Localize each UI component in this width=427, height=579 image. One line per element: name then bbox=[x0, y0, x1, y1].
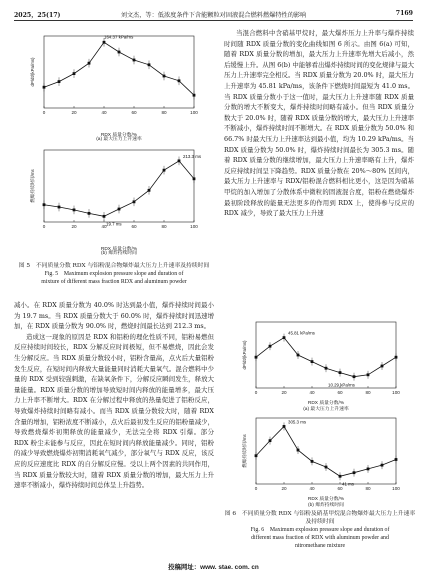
x-tick-label: 60 bbox=[337, 486, 343, 491]
data-point bbox=[269, 439, 272, 442]
x-axis-label: RDX 质量分数/% bbox=[307, 401, 345, 406]
data-point bbox=[178, 159, 181, 162]
chart-fig5b bbox=[29, 150, 202, 256]
data-point bbox=[88, 62, 91, 65]
figure-5-caption-cn: 图 5 不同质量分数 RDX 与铝粉混合物爆炸最大压力上升速率及持续时间 bbox=[18, 263, 210, 269]
data-annotation: 164.37 kPa/ms bbox=[104, 34, 134, 40]
data-point bbox=[283, 336, 286, 339]
data-point bbox=[367, 468, 370, 471]
data-point bbox=[193, 94, 196, 97]
page-number: 7169 bbox=[395, 10, 413, 17]
figure-6 bbox=[226, 318, 416, 508]
chart-fig6a bbox=[242, 322, 400, 412]
x-tick-label: 20 bbox=[281, 390, 287, 395]
figure-5 bbox=[14, 30, 214, 256]
data-point bbox=[43, 86, 46, 89]
chart-fig6b bbox=[241, 418, 400, 508]
data-point bbox=[163, 169, 166, 172]
x-tick-label: 40 bbox=[309, 390, 315, 395]
data-point bbox=[255, 356, 258, 359]
plot-frame bbox=[44, 36, 194, 108]
panel-label: (b) 爆炸持续时间 bbox=[101, 251, 137, 256]
data-point bbox=[148, 189, 151, 192]
x-tick-label: 20 bbox=[281, 486, 287, 491]
x-tick-label: 80 bbox=[161, 224, 167, 229]
data-point bbox=[311, 460, 314, 463]
y-axis-label: dP/dt/(kPa/ms) bbox=[30, 57, 35, 87]
data-annotation: 19.7 ms bbox=[106, 221, 122, 227]
x-tick-label: 0 bbox=[42, 224, 46, 229]
panel-label: (a) 最大压力上升速率 bbox=[96, 137, 142, 142]
x-tick-label: 80 bbox=[365, 486, 371, 491]
data-point bbox=[325, 466, 328, 469]
data-annotation: 10.29 kPa/ms bbox=[328, 382, 355, 388]
x-axis-label: RDX 质量分数/% bbox=[100, 247, 138, 252]
figure-6-charts bbox=[226, 318, 416, 508]
data-point bbox=[193, 177, 196, 180]
right-column bbox=[224, 28, 414, 219]
data-point bbox=[395, 356, 398, 359]
paragraph: 减小。在 RDX 质量分数为 40.0% 时达到最小值，爆炸持续时间最小为 19.7 ms。当 RDX 质量分数大于 60.0% 时，爆炸持续时间迅速增加，在 RDX 质量分数为 90.0% 时，燃烧时间最长达到 212.3 ms。 bbox=[14, 301, 214, 331]
panel-label: (b) 爆炸持续时间 bbox=[308, 503, 344, 508]
data-point bbox=[297, 354, 300, 357]
x-tick-label: 60 bbox=[337, 390, 343, 395]
page-footer: 投稿网址：www. stae. com. cn bbox=[168, 564, 259, 571]
y-axis-label: dP/dt/(kPa/ms) bbox=[242, 340, 247, 370]
data-point bbox=[283, 425, 286, 428]
data-point bbox=[311, 360, 314, 363]
x-tick-label: 0 bbox=[254, 390, 258, 395]
x-tick-label: 100 bbox=[190, 224, 198, 229]
data-point bbox=[163, 75, 166, 78]
data-point bbox=[339, 475, 342, 478]
x-tick-label: 40 bbox=[309, 486, 315, 491]
x-tick-label: 100 bbox=[392, 390, 400, 395]
data-point bbox=[118, 51, 121, 54]
data-annotation: 45.81 kPa/ms bbox=[288, 330, 315, 336]
x-tick-label: 0 bbox=[42, 110, 46, 115]
data-point bbox=[43, 203, 46, 206]
running-title: 刘文杰，等：低浓度条件下含能颗粒对固液混合燃料燃爆特性的影响 bbox=[120, 12, 307, 19]
figure-6-caption-en-2: different mass fraction of RDX with aluminum powder and bbox=[251, 535, 389, 541]
x-tick-label: 80 bbox=[365, 390, 371, 395]
x-tick-label: 80 bbox=[161, 110, 167, 115]
data-point bbox=[367, 373, 370, 376]
data-point bbox=[353, 471, 356, 474]
figure-6-caption bbox=[224, 510, 416, 550]
paragraph: 当混合燃料中含硝基甲烷时，最大爆炸压力上升率与爆炸持续时间随 RDX 质量分数的变化曲线如图 6 所示。由图 6(a) 可知，随着 RDX 质量分数的增加，最大压力上升速率先增大后减小，然后缓慢上升。从图 6(b) 中能够看出爆炸持续时间的变化规律与最大压力上升速率完全相反。当 RDX 质量分数为 20.0% 时，最大压力上升速率为 45.81 kPa/ms，该条件下燃烧时间最短为 41.0 ms。当 RDX 质量分数小于这一值时，最大压力上升速率随 RDX 质量分数的增大不断变大，爆炸持续时间略有减小。但当 RDX 质量分数大于 20.0% 时，随着 RDX 质量分数的增大，最大压力上升速率不断减小，爆炸持续时间不断增大。在 RDX 质量分数为 50.0% 和 66.7% 时最大压力上升速率达到最小值，均为 10.29 kPa/ms。当 RDX 质量分数为 50.0% 时，爆炸持续时间最长为 305.3 ms。随着 RDX 质量分数的继续增加，最大压力上升速率略有上升，爆炸反应持续时间呈下降趋势。RDX 质量分数在 20%～80% 区间内，最大压力上升速率与 RDX/铝粉混合燃料相比更小，这是因为硝基甲烷的加入增加了分散体系中微粒的固液混合度，铝粉在燃烧爆炸最初阶段释放的能量无法更多的作用到 RDX 上，使得参与反应的 RDX 减少，导致了最大压力上升速 bbox=[224, 29, 414, 218]
y-axis-label: 燃爆持续时间/ms bbox=[242, 434, 247, 468]
x-tick-label: 20 bbox=[71, 224, 77, 229]
chart-fig5a bbox=[30, 34, 198, 142]
data-point bbox=[118, 208, 121, 211]
data-point bbox=[148, 63, 151, 66]
figure-5-caption-en-2: mixture of different mass fraction RDX and aluminum powder bbox=[41, 279, 187, 285]
figure-5-caption-en-1: Fig. 5 Maximum explosion pressure slope and duration of bbox=[44, 271, 184, 277]
data-annotation: 41 ms bbox=[342, 481, 354, 487]
data-point bbox=[73, 72, 76, 75]
x-tick-label: 60 bbox=[131, 224, 137, 229]
data-point bbox=[103, 41, 106, 44]
data-point bbox=[103, 215, 106, 218]
plot-frame bbox=[256, 418, 396, 487]
data-point bbox=[58, 80, 61, 83]
figure-5-caption bbox=[14, 262, 214, 286]
paragraph: 造成这一现象的原因是 RDX 和铝粉的理化性质不同，铝粉易燃但反应持续时间较长，RDX 分解反应时间极短，但不易燃烧，因此会发生分解反应。当 RDX 质量分数较小时，铝粉含量高，点火后大量铝粉发生反应，在短时间内释放大量能量同时消耗大量氧气。混合燃料中少量的 RDX 受到较强刺激，在缺氧条件下，分解反应瞬间发生，释放大量能量。RDX 质量分数的增加导致短时间内释放的能量增多，最大压力上升率不断增大。RDX 在分解过程中释放的热量促进了铝粉反应，导致爆炸持续时间略有减小。而当 RDX 质量分数较大时，随着 RDX 含量的增加，铝粉浓度不断减小，点火后最初发生反应的铝粉量减少，导致燃烧爆炸初期释放的能量减少，无法完全将 RDX 引爆。部分 RDX 粉尘未能参与反应，因此在短时间内释放能量减少。同时，铝粉的减少导致燃烧爆炸初期消耗氧气减少，部分氧气与 RDX 反应，该反应的反应速度比 RDX 的自分解反应慢。受以上两个因素的共同作用，当 RDX 质量分数较大时，随着 RDX 质量分数的增加，最大压力上升速率不断减小，爆炸持续时间总体呈上升趋势。 bbox=[14, 332, 214, 490]
x-axis-label: RDX 质量分数/% bbox=[100, 133, 138, 138]
data-point bbox=[58, 206, 61, 209]
data-point bbox=[297, 449, 300, 452]
data-point bbox=[395, 458, 398, 461]
figure-5-charts bbox=[14, 30, 214, 256]
left-column bbox=[14, 300, 214, 491]
data-annotation: 213.3 ms bbox=[183, 153, 202, 159]
x-tick-label: 40 bbox=[101, 224, 107, 229]
x-tick-label: 0 bbox=[254, 486, 258, 491]
x-tick-label: 100 bbox=[190, 110, 198, 115]
data-point bbox=[255, 454, 258, 457]
x-tick-label: 60 bbox=[131, 110, 137, 115]
data-point bbox=[381, 365, 384, 368]
data-point bbox=[353, 375, 356, 378]
data-annotation: 305.3 ms bbox=[288, 419, 307, 425]
data-point bbox=[381, 464, 384, 467]
figure-6-caption-en-1: Fig. 6 Maximum explosion pressure slope and duration of bbox=[250, 527, 390, 533]
data-point bbox=[325, 367, 328, 370]
data-point bbox=[269, 345, 272, 348]
data-point bbox=[133, 59, 136, 62]
issue-label: 2025，25(17) bbox=[14, 12, 61, 19]
data-point bbox=[88, 212, 91, 215]
data-point bbox=[133, 200, 136, 203]
data-point bbox=[178, 79, 181, 82]
panel-label: (a) 最大压力上升速率 bbox=[303, 407, 349, 412]
x-tick-label: 40 bbox=[101, 110, 107, 115]
data-point bbox=[73, 209, 76, 212]
y-axis-label: 燃爆持续时间/ms bbox=[30, 169, 35, 203]
x-axis-label: RDX 质量分数/% bbox=[307, 497, 345, 502]
x-tick-label: 100 bbox=[392, 486, 400, 491]
plot-frame bbox=[256, 322, 396, 388]
x-tick-label: 20 bbox=[71, 110, 77, 115]
figure-6-caption-en-3: nitromethane mixture bbox=[294, 543, 346, 549]
figure-6-caption-cn: 图 6 不同质量分数 RDX 与铝粉及硝基甲烷混合物爆炸最大压力上升速率及持续时间 bbox=[224, 511, 416, 525]
page-header bbox=[14, 8, 413, 21]
data-point bbox=[339, 371, 342, 374]
